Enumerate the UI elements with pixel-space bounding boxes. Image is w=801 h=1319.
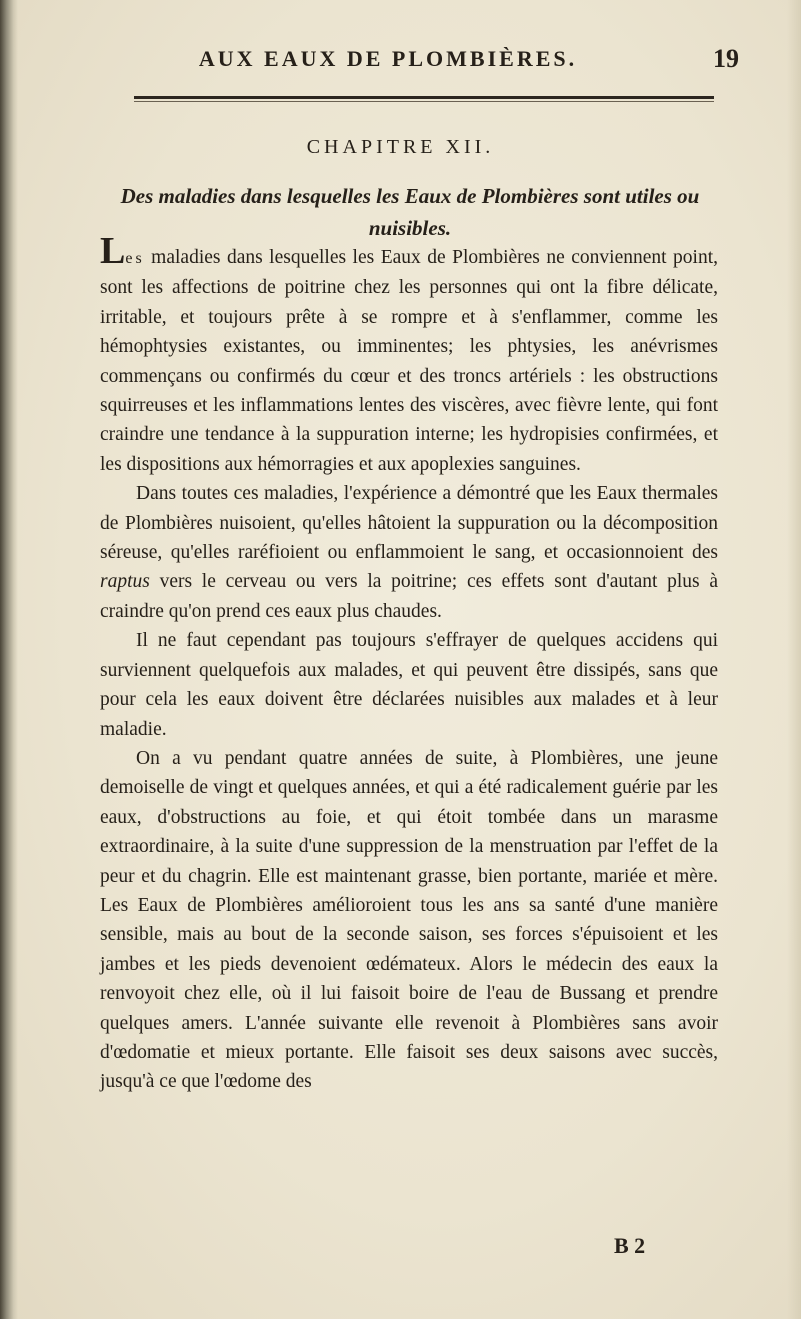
paragraph-2-text-a: Dans toutes ces maladies, l'expérience a démontré que les Eaux thermales de Plombières nuisoient, qu'elles hâtoient la suppuration ou la décomposition séreuse, qu'elles raréfioient ou enflammoient le sang, et occasionnoient des [100,483,718,564]
chapter-heading: CHAPITRE XII. [306,136,495,158]
signature-mark: B 2 [614,1233,646,1258]
running-title: AUX EAUX DE PLOMBIÈRES. [198,46,578,71]
header-rule-thin [134,101,714,102]
paragraph-2-italic: raptus [100,571,150,593]
chapter-subtitle: Des maladies dans lesquelles les Eaux de Plombières sont utiles ou nuisibles. [120,184,700,240]
paragraph-1 [100,230,718,479]
small-caps: es [125,250,145,267]
body-text [100,230,718,1097]
page-edge [787,0,801,1319]
paragraph-1-text: maladies dans lesquelles les Eaux de Plombières ne conviennent point, sont les affections de poitrine chez les personnes qui ont la fibre délicate, irritable, et toujours prête à se rompre et à s'enflammer, comme les hémophtysies existantes, ou imminentes; les phtysies, les anévrismes commençans ou confirmés du cœur et des troncs artériels : les obstructions squirreuses et les inflammations lentes des viscères, avec fièvre lente, qui font craindre une tendance à la suppuration interne; les hydropisies confirmées, et les dispositions aux hémorragies et aux apoplexies sanguines. [100,247,718,475]
binding-edge [0,0,18,1319]
paragraph-2-text-b: vers le cerveau ou vers la poitrine; ces effets sont d'autant plus à craindre qu'on prend ces eaux plus chaudes. [100,571,718,622]
paragraph-4: On a vu pendant quatre années de suite, à Plombières, une jeune demoiselle de vingt et quelques années, et qui a été radicalement guérie par les eaux, d'obstructions au foie, et qui étoit tombée dans un marasme extraordinaire, à la suite d'une suppression de la menstruation par l'effet de la peur et du chagrin. Elle est maintenant grasse, bien portante, mariée et mère. Les Eaux de Plombières amélioroient tous les ans sa santé d'une manière sensible, mais au bout de la seconde saison, ses forces s'épuisoient et les jambes et les pieds devenoient œdémateux. Alors le médecin des eaux la renvoyoit chez elle, où il lui faisoit boire de l'eau de Bussang et prendre quelques amers. L'année suivante elle revenoit à Plombières sans avoir d'œdomatie et mieux portante. Elle faisoit ses deux saisons avec succès, jusqu'à ce que l'œdome des [100,747,718,1093]
paragraph-2 [100,479,718,626]
page-number: 19 [713,44,739,73]
drop-cap: L [100,230,126,272]
header-rule [134,96,714,99]
paragraph-3: Il ne faut cependant pas toujours s'effrayer de quelques accidens qui surviennent quelquefois aux malades, et qui peuvent être dissipés, sans que pour cela les eaux doivent être déclarées nuisibles aux malades et à leur maladie. [100,630,718,740]
